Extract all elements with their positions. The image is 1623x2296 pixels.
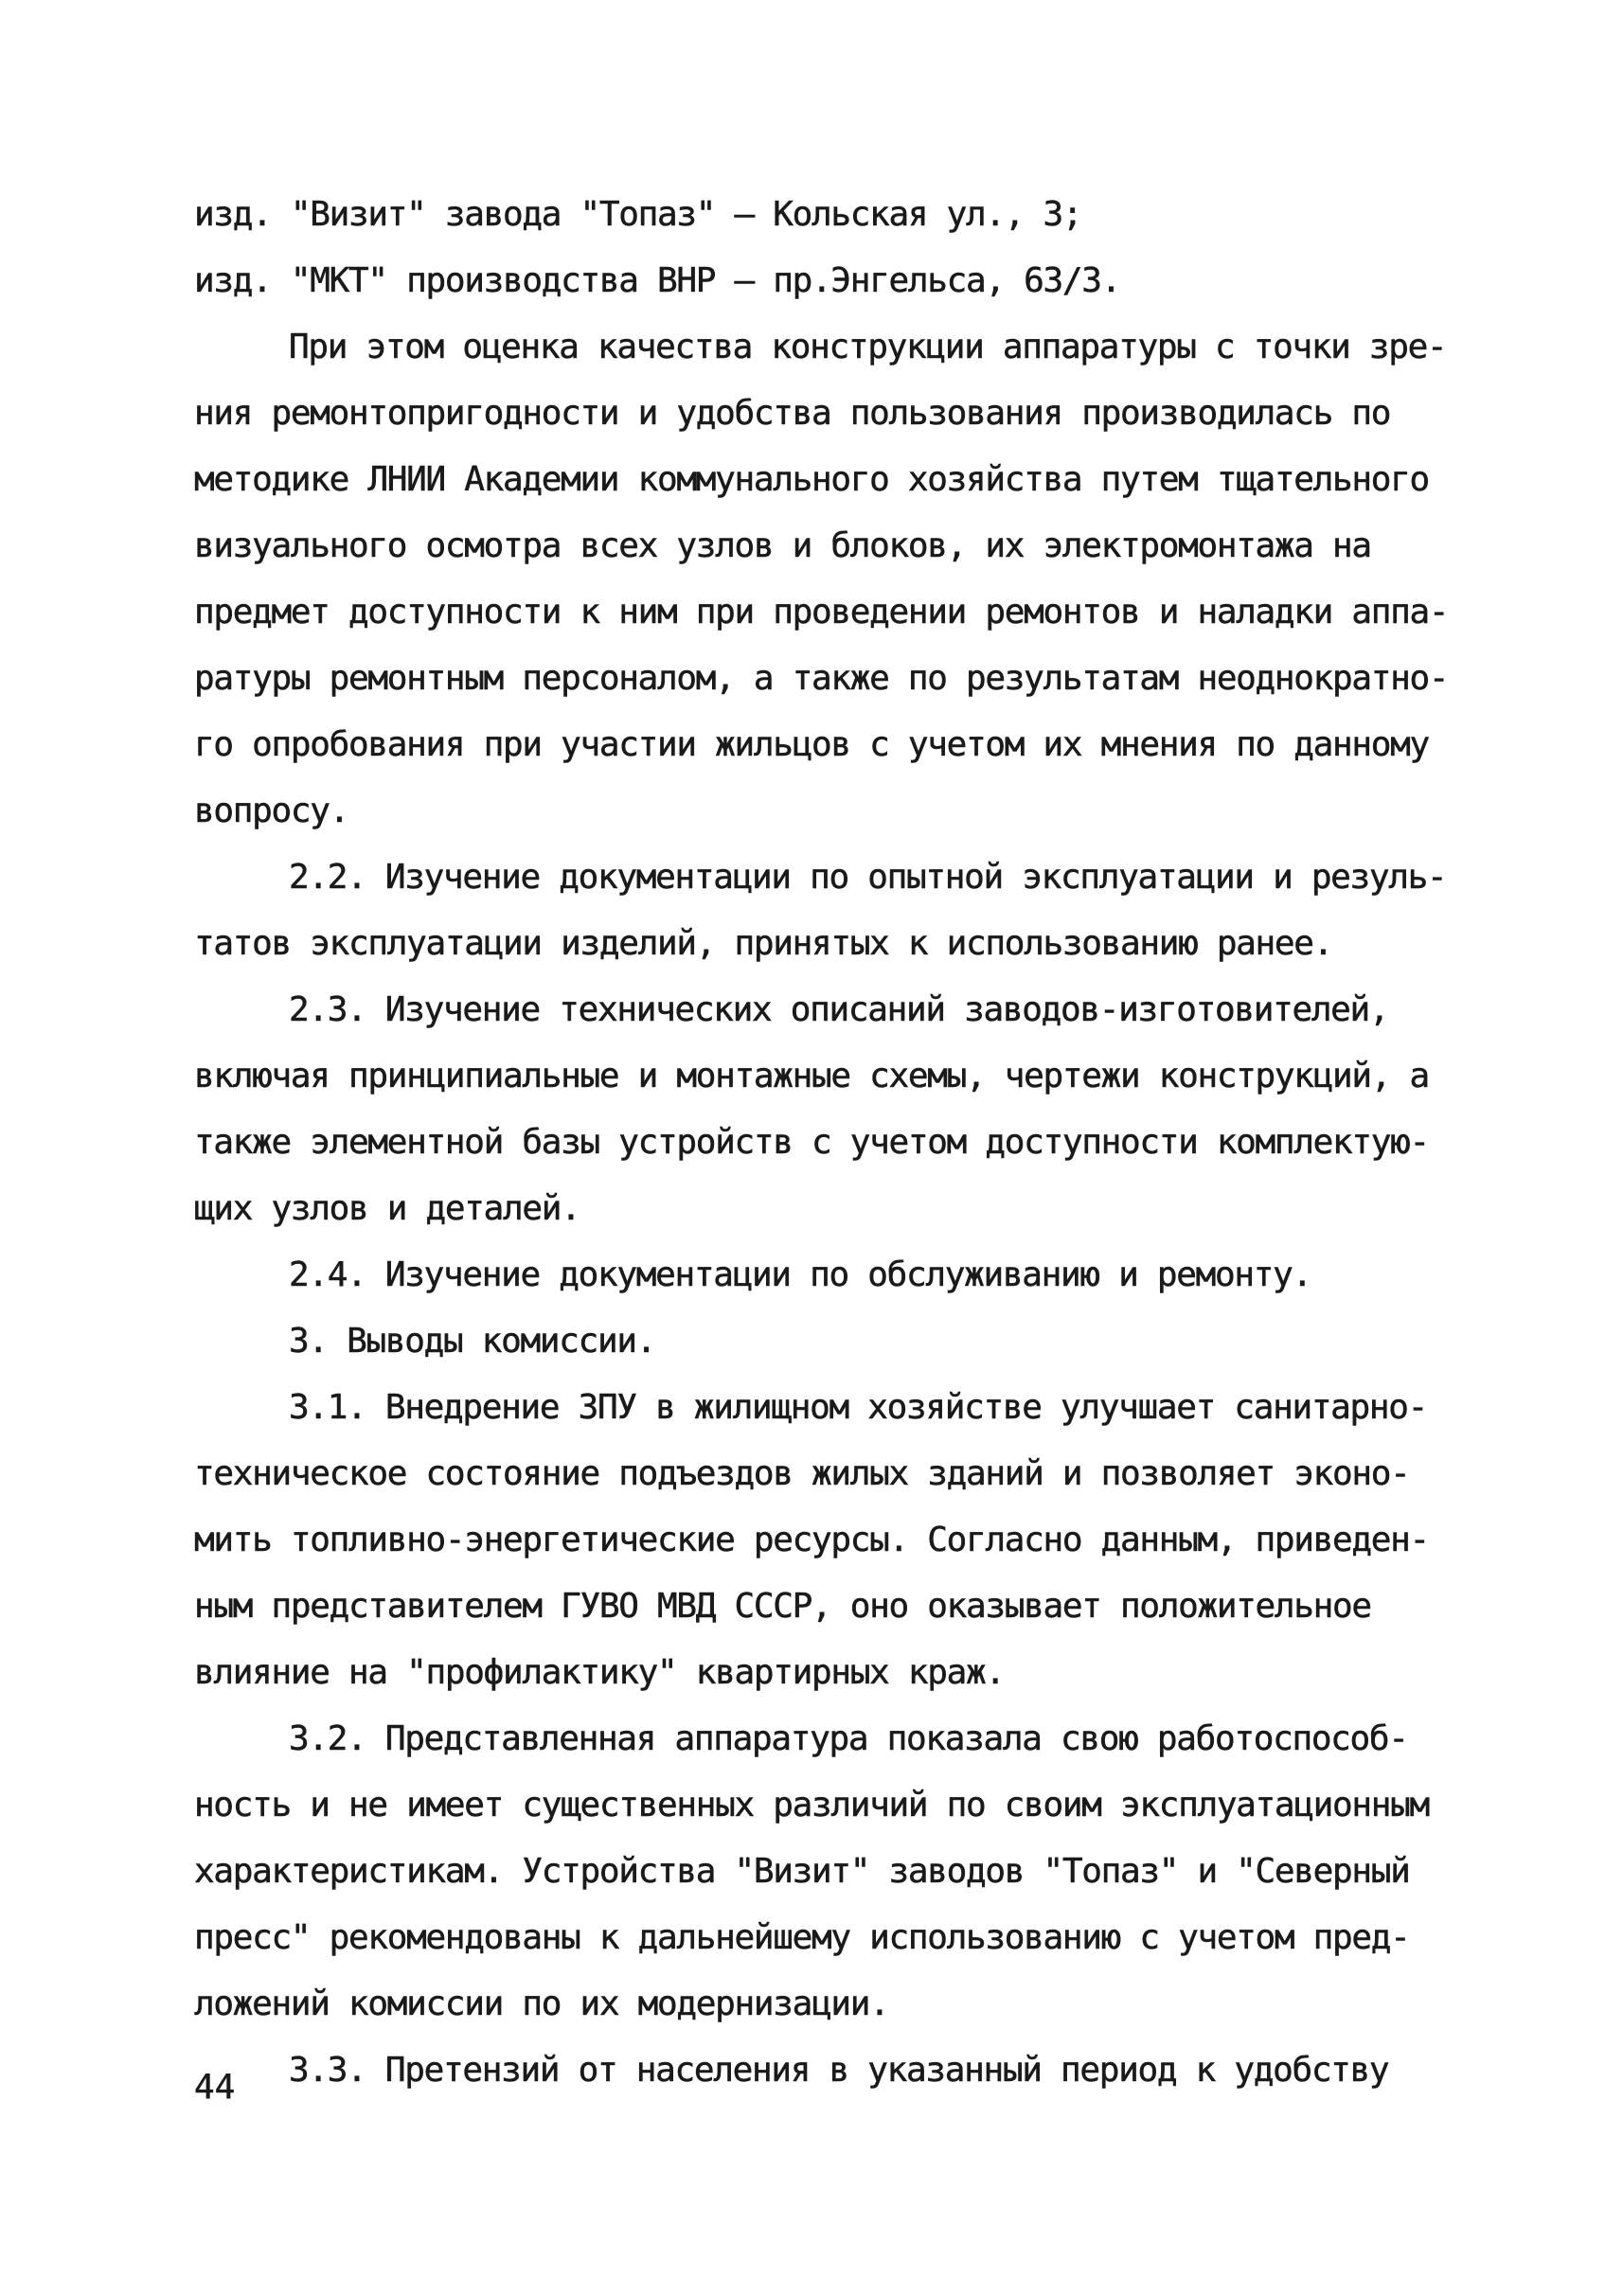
text-line: влияние на "профилактику" квартирных краж. (194, 1653, 1005, 1692)
text-line: 2.4. Изучение документации по обслуживанию и ремонту. (289, 1255, 1311, 1294)
text-line: изд. "МКТ" производства ВНР – пр.Энгельса, 63/3. (194, 261, 1120, 300)
text-line: 2.2. Изучение документации по опытной эксплуатации и резуль- (289, 858, 1447, 897)
page-number: 44 (194, 2068, 236, 2107)
text-line: ным представителем ГУВО МВД СССР, оно оказывает положительное (194, 1587, 1371, 1626)
text-line: вопросу. (194, 792, 348, 830)
text-line: ложений комиссии по их модернизации. (194, 1985, 889, 2023)
text-line: 3. Выводы комиссии. (289, 1322, 656, 1361)
text-line: методике ЛНИИ Академии коммунального хозяйства путем тщательного (194, 460, 1429, 499)
text-line: 3.1. Внедрение ЗПУ в жилищном хозяйстве улучшает санитарно- (289, 1388, 1428, 1427)
text-line: характеристикам. Устройства "Визит" заводов "Топаз" и "Северный (194, 1852, 1410, 1891)
text-line: При этом оценка качества конструкции аппаратуры с точки зре- (289, 328, 1447, 366)
text-line: техническое состояние подъездов жилых зданий и позволяет эконо- (194, 1454, 1410, 1493)
text-line: включая принципиальные и монтажные схемы, чертежи конструкций, а (194, 1057, 1429, 1095)
text-line: щих узлов и деталей. (194, 1189, 580, 1228)
text-line: визуального осмотра всех узлов и блоков, их электромонтажа на (194, 526, 1371, 565)
text-line: ность и не имеет существенных различий по своим эксплуатационным (194, 1786, 1429, 1824)
text-line: го опробования при участии жильцов с учетом их мнения по данному (194, 725, 1429, 764)
text-line: изд. "Визит" завода "Топаз" – Кольская ул., 3; (194, 195, 1082, 234)
text-line: 3.2. Представленная аппаратура показала свою работоспособ- (289, 1719, 1408, 1758)
body-text (194, 182, 1454, 2104)
text-line: 2.3. Изучение технических описаний заводов-изготовителей, (289, 990, 1389, 1029)
text-line: татов эксплуатации изделий, принятых к использованию ранее. (194, 924, 1333, 963)
text-line: пресс" рекомендованы к дальнейшему использованию с учетом пред- (194, 1918, 1410, 1957)
text-line: ратуры ремонтным персоналом, а также по результатам неоднократно- (194, 659, 1449, 698)
text-line: ния ремонтопригодности и удобства пользования производилась по (194, 394, 1391, 433)
text-line: также элементной базы устройств с учетом доступности комплектую- (194, 1123, 1429, 1162)
text-line: предмет доступности к ним при проведении ремонтов и наладки аппа- (194, 593, 1449, 632)
text-line: мить топливно-энергетические ресурсы. Согласно данным, приведен- (194, 1521, 1429, 1559)
text-line: 3.3. Претензий от населения в указанный период к удобству (289, 2051, 1389, 2090)
